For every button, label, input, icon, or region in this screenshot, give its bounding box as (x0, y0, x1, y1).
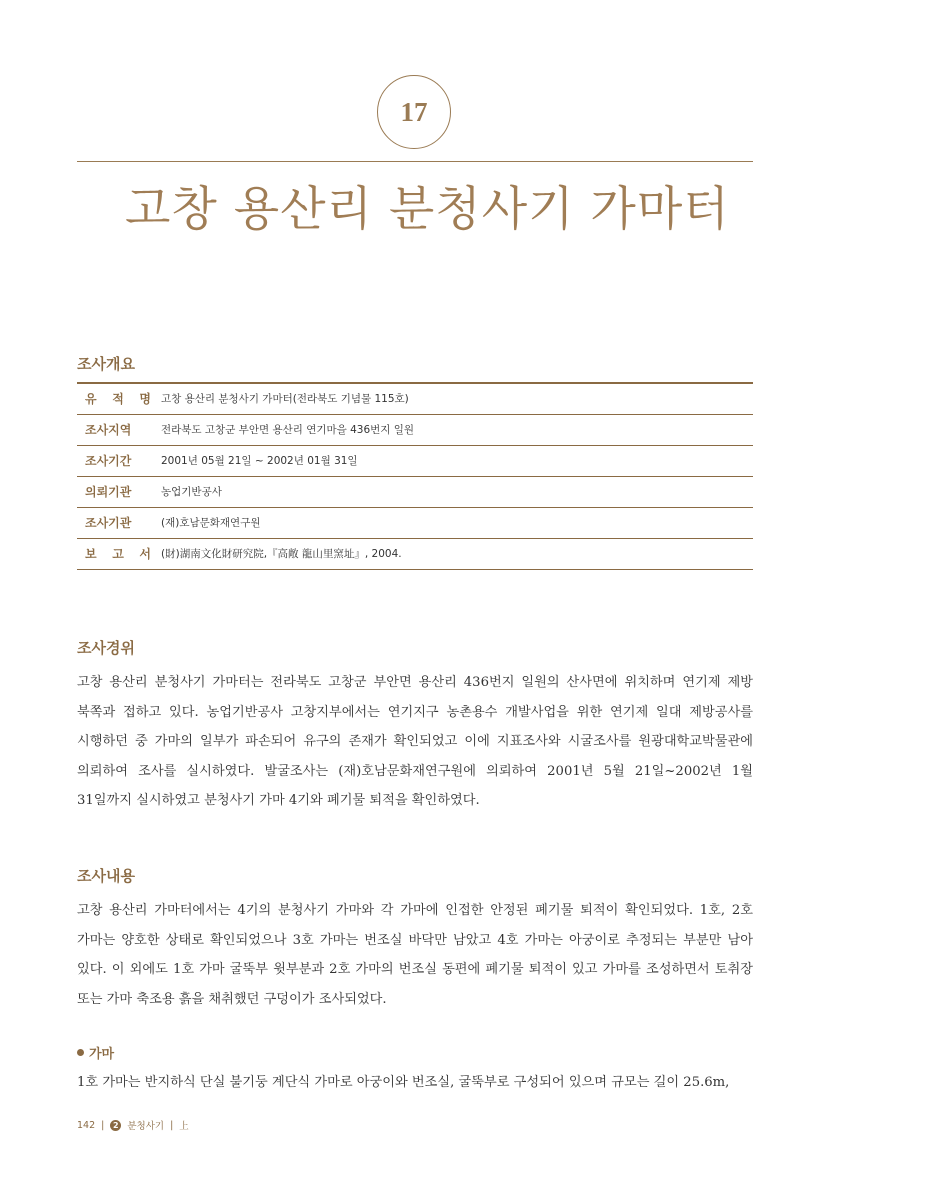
title-rule (77, 161, 753, 162)
table-row (77, 476, 753, 507)
table-row (77, 507, 753, 538)
overview-table (77, 382, 753, 570)
page-footer (77, 1118, 189, 1132)
page-title: 고창 용산리 분청사기 가마터 (125, 182, 730, 237)
volume-label: 上 (179, 1121, 189, 1132)
chapter-number: 17 (400, 96, 428, 127)
row-label: 의뢰기관 (85, 485, 132, 499)
row-label: 조사기간 (85, 454, 132, 468)
kiln-subheading (77, 1043, 114, 1062)
bullet-dot-icon (77, 1049, 84, 1056)
page-number: 142 (77, 1119, 96, 1131)
row-label: 보 고 서 (85, 547, 151, 561)
background-paragraph: 고창 용산리 분청사기 가마터는 전라북도 고창군 부안면 용산리 436번지 일원의 산사면에 위치하며 연기제 제방 북쪽과 접하고 있다. 농업기반공사 고창지부에서는 연기지구 농촌용수 개발사업을 위한 연기제 일대 제방공사를 시행하던 중 가마의 일부가 파손되어 유구의 존재가 확인되었고 이에 지표조사와 시굴조사를 원광대학교박물관에 의뢰하여 조사를 실시하였다. 발굴조사는 (재)호남문화재연구원에 의뢰하여 2001년 5월 21일~2002년 1월 31일까지 실시하였고 분청사기 가마 4기와 폐기물 퇴적을 확인하였다. (77, 675, 753, 808)
row-value: 농업기반공사 (161, 486, 222, 498)
table-row (77, 538, 753, 569)
row-value: (財)湖南文化財研究院,『高敞 龍山里窯址』, 2004. (161, 548, 402, 560)
row-label: 조사기관 (85, 516, 132, 530)
footer-separator: | (170, 1119, 174, 1131)
row-value: 고창 용산리 분청사기 가마터(전라북도 기념물 115호) (161, 393, 409, 406)
chapter-number-badge (377, 75, 451, 149)
row-label: 유 적 명 (85, 392, 151, 407)
kiln-heading: 가마 (89, 1047, 115, 1062)
footer-separator: | (101, 1119, 105, 1131)
overview-heading: 조사개요 (77, 355, 135, 373)
table-row (77, 445, 753, 476)
background-heading: 조사경위 (77, 639, 135, 657)
kiln-paragraph: 1호 가마는 반지하식 단실 불기둥 계단식 가마로 아궁이와 번조실, 굴뚝부로 구성되어 있으며 규모는 길이 25.6m, (77, 1075, 730, 1090)
row-value: (재)호남문화재연구원 (161, 517, 261, 529)
content-paragraph: 고창 용산리 가마터에서는 4기의 분청사기 가마와 각 가마에 인접한 안정된 폐기물 퇴적이 확인되었다. 1호, 2호 가마는 양호한 상태로 확인되었으나 3호 가마는 번조실 바닥만 남았고 4호 가마는 아궁이로 추정되는 부분만 남아 있다. 이 외에도 1호 가마 굴뚝부 윗부분과 2호 가마의 번조실 동편에 폐기물 퇴적이 있고 가마를 조성하면서 토취장 또는 가마 축조용 흙을 채취했던 구덩이가 조사되었다. (77, 903, 753, 1007)
row-label: 조사지역 (85, 423, 132, 437)
row-value: 전라북도 고창군 부안면 용산리 연기마을 436번지 일원 (161, 424, 415, 436)
section-title: 분청사기 (127, 1121, 165, 1132)
section-number-badge: 2 (110, 1120, 121, 1131)
table-row (77, 414, 753, 445)
table-row (77, 383, 753, 414)
content-heading: 조사내용 (77, 867, 135, 885)
row-value: 2001년 05월 21일 ~ 2002년 01월 31일 (161, 455, 358, 467)
